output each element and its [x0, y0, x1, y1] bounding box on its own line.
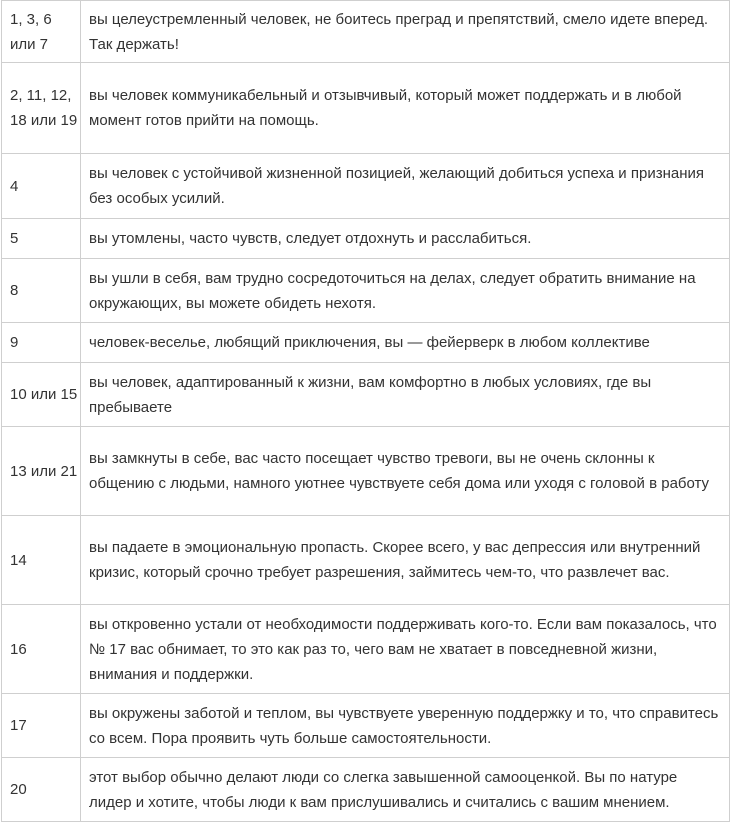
row-number-cell: 2, 11, 12, 18 или 19: [2, 63, 81, 154]
row-text-cell: вы человек с устойчивой жизненной позицией, желающий добиться успеха и признания без особых усилий.: [81, 154, 730, 219]
row-text-cell: вы ушли в себя, вам трудно сосредоточиться на делах, следует обратить внимание на окружающих, вы можете обидеть нехотя.: [81, 259, 730, 323]
row-number-cell: 8: [2, 259, 81, 323]
row-text-cell: человек-веселье, любящий приключения, вы — фейерверк в любом коллективе: [81, 323, 730, 363]
table-row: [2, 259, 730, 323]
row-text-cell: вы падаете в эмоциональную пропасть. Скорее всего, у вас депрессия или внутренний кризис, который срочно требует разрешения, займитесь чем-то, что развлечет вас.: [81, 516, 730, 605]
table-row: [2, 219, 730, 259]
table-row: [2, 758, 730, 822]
row-number-cell: 14: [2, 516, 81, 605]
table-row: [2, 1, 730, 63]
table-row: [2, 363, 730, 427]
row-number-cell: 17: [2, 694, 81, 758]
results-table: [1, 0, 730, 822]
table-row: [2, 516, 730, 605]
row-number-cell: 5: [2, 219, 81, 259]
row-text-cell: вы человек, адаптированный к жизни, вам комфортно в любых условиях, где вы пребываете: [81, 363, 730, 427]
row-text-cell: вы утомлены, часто чувств, следует отдохнуть и расслабиться.: [81, 219, 730, 259]
row-text-cell: вы человек коммуникабельный и отзывчивый, который может поддержать и в любой момент готов прийти на помощь.: [81, 63, 730, 154]
row-text-cell: вы окружены заботой и теплом, вы чувствуете уверенную поддержку и то, что справитесь со всем. Пора проявить чуть больше самостоятельности.: [81, 694, 730, 758]
table-row: [2, 427, 730, 516]
table-row: [2, 605, 730, 694]
row-number-cell: 4: [2, 154, 81, 219]
table-row: [2, 154, 730, 219]
row-text-cell: вы целеустремленный человек, не боитесь преград и препятствий, смело идете вперед. Так держать!: [81, 1, 730, 63]
row-text-cell: этот выбор обычно делают люди со слегка завышенной самооценкой. Вы по натуре лидер и хотите, чтобы люди к вам прислушивались и считались с вашим мнением.: [81, 758, 730, 822]
row-number-cell: 10 или 15: [2, 363, 81, 427]
row-number-cell: 13 или 21: [2, 427, 81, 516]
table-row: [2, 63, 730, 154]
row-text-cell: вы замкнуты в себе, вас часто посещает чувство тревоги, вы не очень склонны к общению с людьми, намного уютнее чувствуете себя дома или уходя с головой в работу: [81, 427, 730, 516]
row-number-cell: 9: [2, 323, 81, 363]
row-text-cell: вы откровенно устали от необходимости поддерживать кого-то. Если вам показалось, что № 17 вас обнимает, то это как раз то, чего вам не хватает в повседневной жизни, внимания и поддержки.: [81, 605, 730, 694]
table-row: [2, 694, 730, 758]
row-number-cell: 16: [2, 605, 81, 694]
row-number-cell: 1, 3, 6 или 7: [2, 1, 81, 63]
table-row: [2, 323, 730, 363]
row-number-cell: 20: [2, 758, 81, 822]
